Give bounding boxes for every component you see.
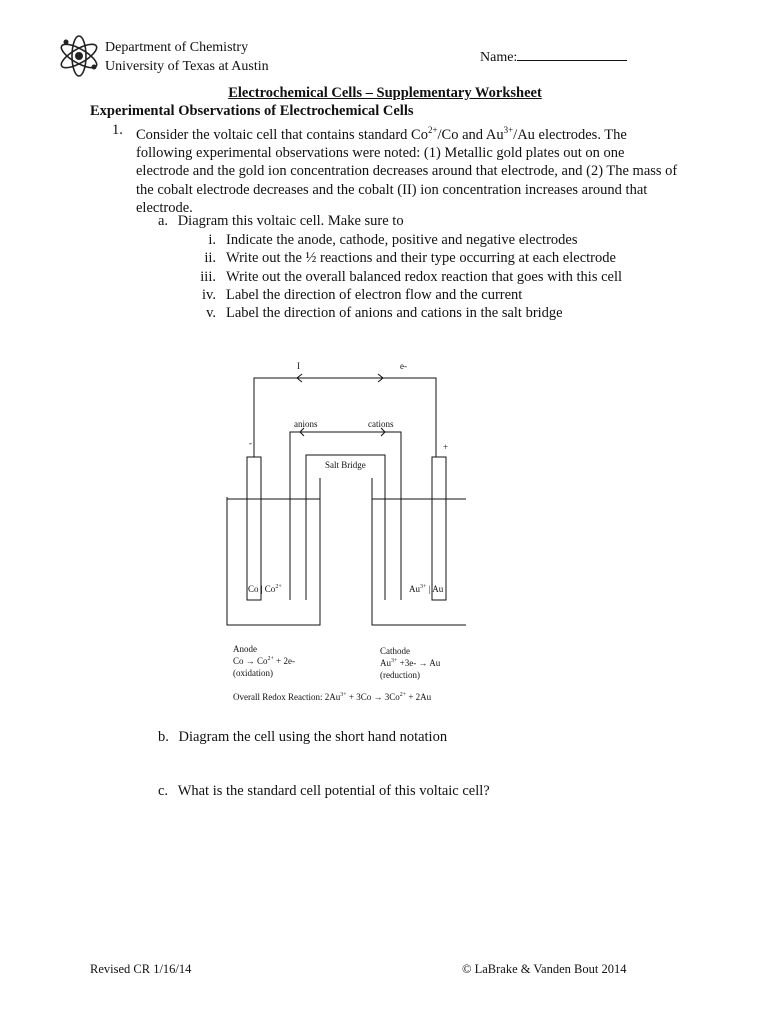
current-label: I xyxy=(297,361,300,371)
part-b xyxy=(158,728,447,746)
list-item-numeral: ii. xyxy=(204,250,216,267)
electron-label: e- xyxy=(400,361,407,371)
anions-label: anions xyxy=(294,419,318,429)
overall-reaction: Overall Redox Reaction: $2Au^{3+} + 3Co \to 3Co^{2+} + 2Au$ xyxy=(233,692,432,702)
list-item-numeral: iii. xyxy=(200,268,216,285)
part-b-letter: b. xyxy=(158,729,169,745)
footer-revision: Revised CR 1/16/14 xyxy=(90,962,192,976)
gold-electrode xyxy=(432,457,446,600)
salt-bridge-inner xyxy=(306,455,385,600)
anode-type: (oxidation) xyxy=(233,668,273,678)
external-wire xyxy=(254,378,436,457)
cathode-type: (reduction) xyxy=(380,670,420,680)
salt-bridge-outer xyxy=(290,432,401,600)
list-item-numeral: i. xyxy=(208,232,216,248)
question-1-text: Consider the voltaic cell that contains standard $Co^{2+}/Co$ and $Au^{3+}/Au$ electrodes. The following experimental observations were noted: (1) Metallic gold plates out on one electrode and the gold ion concentration decreases around that electrode, and (2) The mass of the cobalt electrode decreases and the cobalt (II) ion concentration increases around that electrode. xyxy=(136,125,678,217)
header-department: Department of Chemistry xyxy=(105,40,249,55)
anode-reaction: $Co \to Co^{2+} + 2e-$ xyxy=(233,656,295,666)
list-item-text: Label the direction of electron flow and the current xyxy=(226,286,523,303)
cations-label: cations xyxy=(368,419,394,429)
cobalt-electrode-label: Co | $Co^{2+}$ xyxy=(248,584,282,594)
right-beaker xyxy=(372,478,466,625)
name-label: Name: xyxy=(480,50,518,65)
list-item-numeral: iv. xyxy=(202,286,216,303)
list-item-text: Write out the ½ reactions and their type occurring at each electrode xyxy=(226,250,616,267)
part-c xyxy=(158,782,490,800)
section-subtitle: Experimental Observations of Electrochemical Cells xyxy=(90,103,414,119)
cathode-title: Cathode xyxy=(380,646,410,656)
cobalt-electrode xyxy=(247,457,261,600)
part-a-text: Diagram this voltaic cell. Make sure to xyxy=(177,213,404,229)
part-b-text: Diagram the cell using the short hand notation xyxy=(178,729,448,745)
list-item-text: Indicate the anode, cathode, positive and negative electrodes xyxy=(226,232,578,248)
negative-electrode-label: - xyxy=(249,438,252,448)
list-item-numeral: v. xyxy=(206,305,216,322)
part-c-letter: c. xyxy=(158,783,169,799)
positive-electrode-label: + xyxy=(443,442,449,452)
header-university: University of Texas at Austin xyxy=(105,59,269,74)
cathode-reaction: $Au^{3+} +3e- \to Au$ xyxy=(380,658,441,668)
part-c-text: What is the standard cell potential of this voltaic cell? xyxy=(177,783,490,799)
footer-copyright: © LaBrake & Vanden Bout 2014 xyxy=(462,962,627,976)
part-a-letter: a. xyxy=(158,213,169,229)
list-item-text: Write out the overall balanced redox reaction that goes with this cell xyxy=(226,268,623,285)
worksheet-title: Electrochemical Cells – Supplementary Worksheet xyxy=(228,85,542,101)
salt-bridge-label: Salt Bridge xyxy=(325,460,366,470)
question-1-number: 1. xyxy=(112,122,123,138)
list-item-text: Label the direction of anions and cations in the salt bridge xyxy=(226,305,563,322)
gold-electrode-label: $Au^{3+}$ | Au xyxy=(409,584,444,594)
anode-title: Anode xyxy=(233,644,257,654)
